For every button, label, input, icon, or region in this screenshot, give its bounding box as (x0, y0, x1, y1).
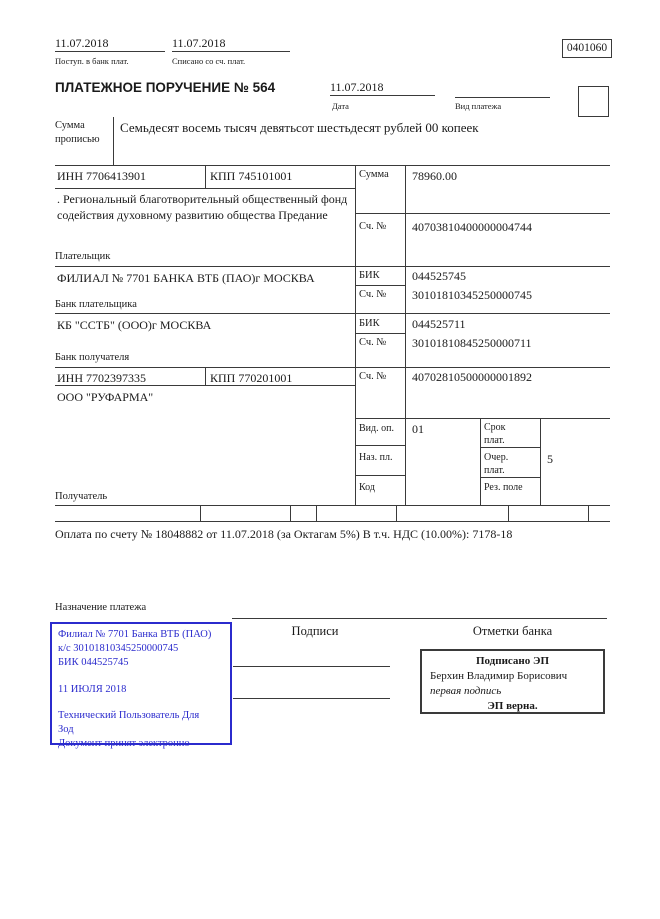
received-date: 11.07.2018 (55, 36, 109, 50)
debited-date: 11.07.2018 (172, 36, 226, 50)
doc-date: 11.07.2018 (330, 80, 384, 94)
stamp-date: 11 ИЮЛЯ 2018 (58, 683, 127, 695)
divider (355, 418, 610, 419)
received-date-label: Поступ. в банк плат. (55, 56, 129, 66)
doc-date-label: Дата (332, 101, 349, 111)
op-kind-value: 01 (412, 422, 424, 436)
divider (205, 367, 206, 385)
stamp-bank-name: Филиал № 7701 Банка ВТБ (ПАО) (58, 629, 212, 640)
payee-bank-account-label: Сч. № (359, 337, 387, 348)
divider (588, 505, 589, 521)
divider (355, 213, 610, 214)
divider (200, 505, 201, 521)
status-checkbox (578, 86, 609, 117)
payer-name: . Региональный благотворительный общественный фонд содействия духовному развитию общества Предание (57, 192, 348, 223)
form-code-box: 0401060 (562, 39, 612, 58)
payee-bank-bik: 044525711 (412, 317, 466, 331)
pay-term-label (484, 422, 506, 447)
purpose-code-label: Наз. пл. (359, 452, 393, 463)
ep-signer: Берхин Владимир Борисович (430, 669, 568, 682)
payment-kind-line (455, 97, 550, 98)
payer-bank-name: ФИЛИАЛ № 7701 БАНКА ВТБ (ПАО)г МОСКВА (57, 271, 315, 285)
payer-inn: ИНН 7706413901 (57, 169, 146, 183)
priority-label (484, 452, 508, 477)
document-title: ПЛАТЕЖНОЕ ПОРУЧЕНИЕ № 564 (55, 80, 276, 95)
divider (55, 165, 610, 166)
divider (355, 165, 356, 505)
divider (355, 445, 405, 446)
payment-kind-label: Вид платежа (455, 101, 502, 111)
payee-name: ООО "РУФАРМА" (57, 390, 154, 404)
divider (55, 313, 610, 314)
doc-date-field (330, 80, 435, 96)
divider (540, 418, 541, 505)
payer-account-label: Сч. № (359, 221, 387, 232)
payee-bank-bik-label: БИК (359, 318, 380, 329)
signature-line-2 (233, 698, 390, 699)
divider (55, 505, 610, 506)
stamp-corr-account: к/с 30101810345250000745 (58, 642, 179, 654)
payer-bank-account: 30101810345250000745 (412, 288, 532, 302)
payer-bank-bik: 044525745 (412, 269, 466, 283)
reserve-field-label: Рез. поле (484, 482, 523, 493)
priority-label-line1: Очер. (484, 452, 509, 463)
debited-date-label: Списано со сч. плат. (172, 56, 246, 66)
bank-stamp (50, 622, 232, 750)
bank-marks-label: Отметки банка (472, 624, 553, 638)
divider (290, 505, 291, 521)
stamp-user-line2: Зод (58, 724, 74, 736)
divider (405, 165, 406, 505)
pay-term-label-line2: плат. (484, 434, 505, 446)
payee-label: Получатель (55, 491, 108, 502)
stamp-accepted: Документ принят электронно (58, 738, 190, 750)
stamp-bik: БИК 044525745 (58, 656, 129, 668)
purpose-text: Оплата по счету № 18048882 от 11.07.2018 (за Октагам 5%) В т.ч. НДС (10.00%): 7178-18 (55, 527, 513, 541)
divider (396, 505, 397, 521)
divider (113, 117, 114, 165)
divider (355, 285, 405, 286)
signatures-label: Подписи (291, 624, 339, 638)
divider (355, 475, 405, 476)
payee-account: 40702810500000001892 (412, 370, 532, 384)
payee-bank-name: КБ "ССТБ" (ООО)г МОСКВА (57, 318, 212, 332)
divider (55, 188, 355, 189)
ep-verified: ЭП верна. (487, 699, 538, 712)
purpose-label: Назначение платежа (55, 602, 147, 613)
code-label: Код (359, 482, 375, 493)
divider (480, 447, 540, 448)
divider (55, 521, 610, 522)
payee-account-label: Сч. № (359, 371, 387, 382)
signature-line-1 (233, 666, 390, 667)
payer-bank-label: Банк плательщика (55, 299, 137, 310)
ep-signature-kind: первая подпись (430, 684, 502, 697)
payee-inn: ИНН 7702397335 (57, 371, 146, 385)
e-signature-box (420, 649, 605, 714)
divider (55, 367, 610, 368)
priority-value: 5 (547, 452, 553, 466)
divider (316, 505, 317, 521)
payee-bank-label: Банк получателя (55, 352, 130, 363)
payer-kpp: КПП 745101001 (210, 169, 293, 183)
amount-words-value: Семьдесят восемь тысяч девятьсот шестьдесят рублей 00 копеек (120, 120, 479, 135)
payee-bank-account: 30101810845250000711 (412, 336, 532, 350)
payer-bank-account-label: Сч. № (359, 289, 387, 300)
divider (480, 418, 481, 505)
divider (355, 333, 405, 334)
payer-bank-bik-label: БИК (359, 270, 380, 281)
divider (232, 618, 607, 619)
divider (508, 505, 509, 521)
payer-label: Плательщик (55, 251, 111, 262)
payer-account: 40703810400000004744 (412, 220, 532, 234)
payee-kpp: КПП 770201001 (210, 371, 293, 385)
ep-title: Подписано ЭП (475, 655, 550, 667)
priority-label-line2: плат. (484, 464, 505, 476)
divider (55, 266, 610, 267)
amount-value: 78960.00 (412, 169, 457, 183)
op-kind-label: Вид. оп. (359, 423, 394, 434)
debited-date-field (172, 36, 290, 52)
received-date-field (55, 36, 165, 52)
amount-words-label: Сумма прописью (55, 120, 100, 146)
divider (480, 477, 540, 478)
stamp-user-line1: Технический Пользователь Для (58, 710, 200, 722)
amount-label: Сумма (359, 169, 389, 180)
divider (205, 165, 206, 188)
pay-term-label-line1: Срок (484, 422, 506, 433)
